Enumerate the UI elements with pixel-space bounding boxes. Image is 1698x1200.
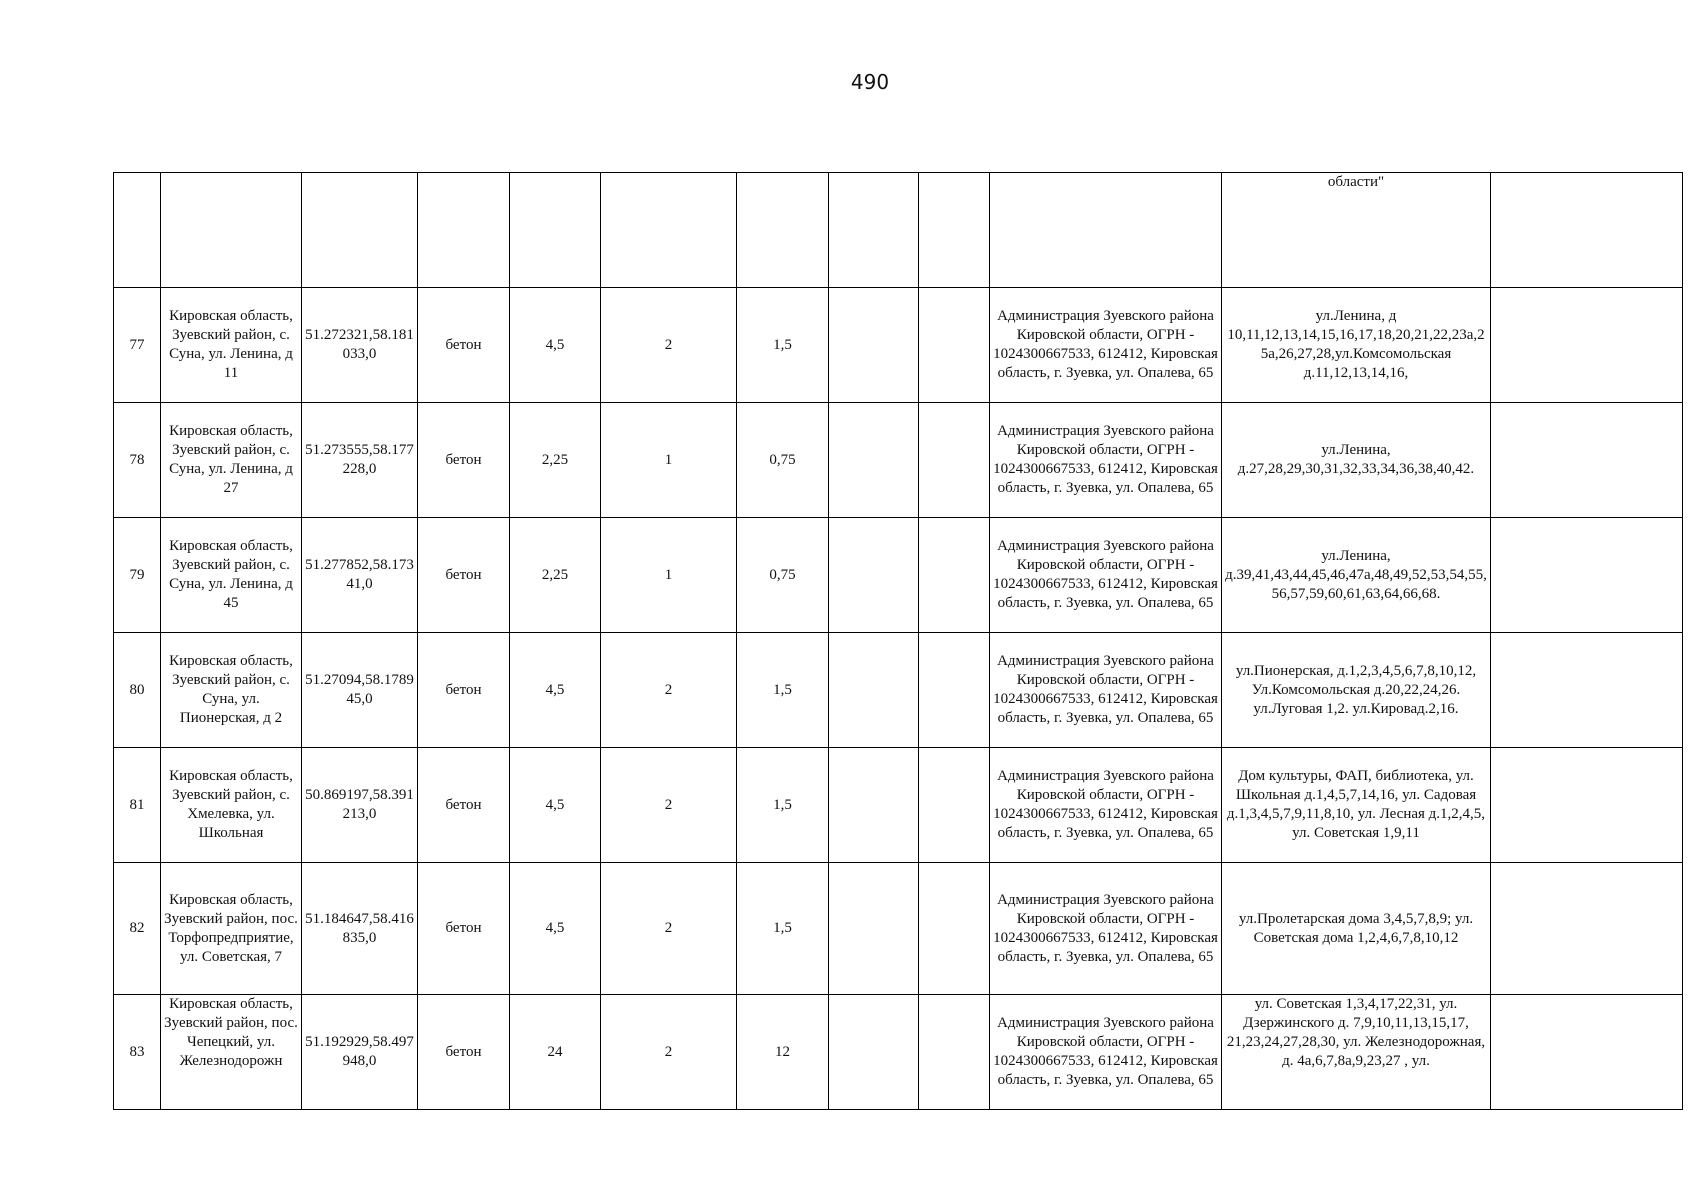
cell-empty bbox=[829, 288, 919, 403]
cell-material: бетон bbox=[418, 403, 510, 518]
cell-containers: 2 bbox=[601, 288, 737, 403]
cell-containers bbox=[601, 173, 737, 288]
table-row bbox=[114, 288, 1683, 403]
table-row bbox=[114, 403, 1683, 518]
cell-containers: 2 bbox=[601, 633, 737, 748]
cell-coords: 51.273555,58.177228,0 bbox=[302, 403, 418, 518]
cell-address bbox=[161, 173, 302, 288]
cell-material: бетон bbox=[418, 995, 510, 1110]
cell-containers: 2 bbox=[601, 748, 737, 863]
table-row bbox=[114, 518, 1683, 633]
cell-volume bbox=[737, 173, 829, 288]
cell-empty bbox=[1491, 288, 1683, 403]
cell-owner: Администрация Зуевского района Кировской области, ОГРН - 1024300667533, 612412, Кировская область, г. Зуевка, ул. Опалева, 65 bbox=[990, 748, 1222, 863]
cell-coords: 50.869197,58.391213,0 bbox=[302, 748, 418, 863]
cell-coords bbox=[302, 173, 418, 288]
cell-volume: 0,75 bbox=[737, 518, 829, 633]
cell-served-objects: ул.Ленина, д.39,41,43,44,45,46,47а,48,49,52,53,54,55,56,57,59,60,61,63,64,66,68. bbox=[1222, 518, 1491, 633]
cell-area: 4,5 bbox=[510, 633, 601, 748]
page-number: 490 bbox=[850, 70, 890, 94]
table-row bbox=[114, 748, 1683, 863]
cell-coords: 51.27094,58.178945,0 bbox=[302, 633, 418, 748]
cell-owner bbox=[990, 173, 1222, 288]
cell-material: бетон bbox=[418, 633, 510, 748]
cell-coords: 51.272321,58.181033,0 bbox=[302, 288, 418, 403]
table-row bbox=[114, 995, 1683, 1110]
cell-empty bbox=[1491, 403, 1683, 518]
cell-address: Кировская область, Зуевский район, с. Суна, ул. Ленина, д 27 bbox=[161, 403, 302, 518]
cell-material bbox=[418, 173, 510, 288]
cell-num bbox=[114, 173, 161, 288]
cell-served-objects: ул.Ленина, д 10,11,12,13,14,15,16,17,18,20,21,22,23а,25а,26,27,28,ул.Комсомольская д.11,12,13,14,16, bbox=[1222, 288, 1491, 403]
cell-empty bbox=[919, 748, 990, 863]
continuation-row bbox=[114, 173, 1683, 288]
table-row bbox=[114, 863, 1683, 995]
cell-num: 82 bbox=[114, 863, 161, 995]
cell-owner: Администрация Зуевского района Кировской области, ОГРН - 1024300667533, 612412, Кировская область, г. Зуевка, ул. Опалева, 65 bbox=[990, 288, 1222, 403]
cell-material: бетон bbox=[418, 748, 510, 863]
cell-containers: 1 bbox=[601, 518, 737, 633]
cell-empty bbox=[829, 518, 919, 633]
cell-containers: 1 bbox=[601, 403, 737, 518]
cell-area: 2,25 bbox=[510, 518, 601, 633]
cell-empty bbox=[1491, 995, 1683, 1110]
cell-served-objects: ул. Советская 1,3,4,17,22,31, ул. Дзержинского д. 7,9,10,11,13,15,17, 21,23,24,27,28,30, ул. Железнодорожная, д. 4а,6,7,8а,9,23,27 , ул. bbox=[1222, 995, 1491, 1110]
cell-material: бетон bbox=[418, 863, 510, 995]
cell-address: Кировская область, Зуевский район, с. Суна, ул. Пионерская, д 2 bbox=[161, 633, 302, 748]
cell-empty bbox=[829, 633, 919, 748]
cell-empty bbox=[829, 748, 919, 863]
cell-num: 79 bbox=[114, 518, 161, 633]
cell-empty bbox=[1491, 633, 1683, 748]
cell-empty bbox=[919, 863, 990, 995]
cell-empty bbox=[1491, 173, 1683, 288]
cell-area: 4,5 bbox=[510, 288, 601, 403]
cell-area: 4,5 bbox=[510, 748, 601, 863]
cell-volume: 12 bbox=[737, 995, 829, 1110]
cell-empty bbox=[829, 995, 919, 1110]
cell-address: Кировская область, Зуевский район, пос. Торфопредприятие, ул. Советская, 7 bbox=[161, 863, 302, 995]
cell-volume: 1,5 bbox=[737, 288, 829, 403]
cell-empty bbox=[829, 863, 919, 995]
cell-material: бетон bbox=[418, 518, 510, 633]
cell-empty bbox=[919, 173, 990, 288]
cell-containers: 2 bbox=[601, 995, 737, 1110]
cell-area: 4,5 bbox=[510, 863, 601, 995]
cell-served-objects: ул.Пионерская, д.1,2,3,4,5,6,7,8,10,12, Ул.Комсомольская д.20,22,24,26. ул.Луговая 1,2. ул.Кировад.2,16. bbox=[1222, 633, 1491, 748]
cell-volume: 1,5 bbox=[737, 748, 829, 863]
cell-coords: 51.277852,58.17341,0 bbox=[302, 518, 418, 633]
cell-empty bbox=[829, 403, 919, 518]
cell-address: Кировская область, Зуевский район, пос. Чепецкий, ул. Железнодорожн bbox=[161, 995, 302, 1110]
cell-served-objects: области" bbox=[1222, 173, 1491, 288]
cell-area: 2,25 bbox=[510, 403, 601, 518]
cell-area: 24 bbox=[510, 995, 601, 1110]
cell-empty bbox=[919, 633, 990, 748]
cell-empty bbox=[1491, 518, 1683, 633]
cell-served-objects: ул.Ленина, д.27,28,29,30,31,32,33,34,36,38,40,42. bbox=[1222, 403, 1491, 518]
cell-owner: Администрация Зуевского района Кировской области, ОГРН - 1024300667533, 612412, Кировская область, г. Зуевка, ул. Опалева, 65 bbox=[990, 633, 1222, 748]
cell-coords: 51.184647,58.416835,0 bbox=[302, 863, 418, 995]
cell-volume: 1,5 bbox=[737, 863, 829, 995]
cell-served-objects: Дом культуры, ФАП, библиотека, ул. Школьная д.1,4,5,7,14,16, ул. Садовая д.1,3,4,5,7,9,11,8,10, ул. Лесная д.1,2,4,5, ул. Советская 1,9,11 bbox=[1222, 748, 1491, 863]
cell-volume: 0,75 bbox=[737, 403, 829, 518]
cell-served-objects: ул.Пролетарская дома 3,4,5,7,8,9; ул. Советская дома 1,2,4,6,7,8,10,12 bbox=[1222, 863, 1491, 995]
cell-material: бетон bbox=[418, 288, 510, 403]
cell-empty bbox=[919, 288, 990, 403]
cell-area bbox=[510, 173, 601, 288]
cell-address: Кировская область, Зуевский район, с. Суна, ул. Ленина, д 45 bbox=[161, 518, 302, 633]
cell-containers: 2 bbox=[601, 863, 737, 995]
waste-site-registry-table bbox=[113, 172, 1683, 1110]
cell-num: 83 bbox=[114, 995, 161, 1110]
cell-empty bbox=[919, 995, 990, 1110]
table-row bbox=[114, 633, 1683, 748]
cell-num: 80 bbox=[114, 633, 161, 748]
cell-empty bbox=[919, 403, 990, 518]
cell-num: 78 bbox=[114, 403, 161, 518]
cell-address: Кировская область, Зуевский район, с. Хмелевка, ул. Школьная bbox=[161, 748, 302, 863]
cell-empty bbox=[1491, 748, 1683, 863]
cell-num: 81 bbox=[114, 748, 161, 863]
cell-empty bbox=[829, 173, 919, 288]
cell-address: Кировская область, Зуевский район, с. Суна, ул. Ленина, д 11 bbox=[161, 288, 302, 403]
cell-empty bbox=[919, 518, 990, 633]
cell-num: 77 bbox=[114, 288, 161, 403]
cell-volume: 1,5 bbox=[737, 633, 829, 748]
cell-owner: Администрация Зуевского района Кировской области, ОГРН - 1024300667533, 612412, Кировская область, г. Зуевка, ул. Опалева, 65 bbox=[990, 403, 1222, 518]
cell-coords: 51.192929,58.497948,0 bbox=[302, 995, 418, 1110]
cell-owner: Администрация Зуевского района Кировской области, ОГРН - 1024300667533, 612412, Кировская область, г. Зуевка, ул. Опалева, 65 bbox=[990, 518, 1222, 633]
cell-empty bbox=[1491, 863, 1683, 995]
cell-owner: Администрация Зуевского района Кировской области, ОГРН - 1024300667533, 612412, Кировская область, г. Зуевка, ул. Опалева, 65 bbox=[990, 995, 1222, 1110]
cell-owner: Администрация Зуевского района Кировской области, ОГРН - 1024300667533, 612412, Кировская область, г. Зуевка, ул. Опалева, 65 bbox=[990, 863, 1222, 995]
